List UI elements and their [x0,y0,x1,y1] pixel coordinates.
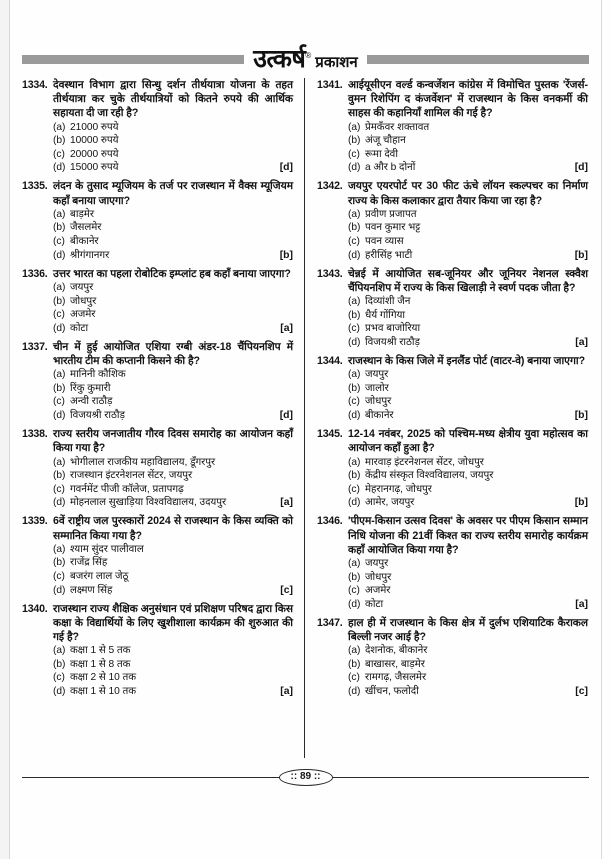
option-text: अजमेर [70,309,96,321]
option-key: (c) [348,483,360,495]
question-number: 1347. [317,616,343,629]
answer-key: [a] [280,322,293,334]
question-block [22,78,293,175]
option-key: (d) [53,162,66,174]
option-text: रामगढ़, जैसलमेर [365,672,427,684]
option-row[interactable] [348,336,588,350]
question-number: 1335. [22,180,48,193]
option-text: अंजू चौहान [365,135,406,147]
option-row[interactable] [53,556,293,570]
option-text: मोहनलाल सुखाड़िया विश्वविद्यालय, उदयपुर [70,497,227,509]
question-number: 1338. [22,428,48,441]
option-text: रिंकु कुमारी [70,382,111,394]
option-text: खींचन, फलोदी [365,686,419,698]
question-text: चेन्नई में आयोजित सब-जूनियर और जूनियर नेशनल स्क्वैश चैंपियनशिप में राज्य के किस खिलाड़ी ने स्वर्ण पदक जीता है? [348,267,588,294]
option-row[interactable] [53,148,293,162]
question-number: 1343. [317,267,343,280]
option-text: जोधपुर [365,571,392,583]
option-key: (d) [348,686,361,698]
question-number: 1336. [22,267,48,280]
option-text: श्रीगंगानगर [70,249,110,261]
publisher-subtitle: प्रकाशन [315,54,358,71]
option-text: जयपुर [365,369,389,381]
option-text: विजयश्री राठौड़ [365,336,420,348]
question-number: 1339. [22,515,48,528]
option-row[interactable] [53,469,293,483]
option-row[interactable] [53,221,293,235]
question-block [22,340,293,423]
option-list [317,644,588,698]
question-header [317,179,588,207]
option-row[interactable] [53,395,293,409]
question-number: 1342. [317,180,343,193]
option-text: प्रभव बाजोरिया [365,323,421,335]
option-key: (b) [53,658,66,670]
question-header [317,514,588,557]
option-key: (d) [53,322,66,334]
question-block [317,514,588,611]
question-block [317,354,588,423]
option-row[interactable] [348,382,588,396]
option-row[interactable] [348,322,588,336]
option-row[interactable] [348,295,588,309]
option-text: श्याम सुंदर पालीवाल [70,543,144,555]
answer-key: [a] [575,336,588,348]
option-key: (d) [348,162,361,174]
question-text: 12-14 नवंबर, 2025 को पश्चिम-मध्य क्षेत्रीय युवा महोत्सव का आयोजन कहाँ हुआ है? [348,428,588,455]
option-row[interactable] [348,235,588,249]
option-list [22,121,293,175]
option-list [317,208,588,262]
publisher-logo [253,47,357,72]
option-row[interactable] [53,685,293,699]
footer-rule-left [22,777,280,778]
option-key: (b) [348,571,361,583]
option-key: (d) [53,497,66,509]
option-row[interactable] [348,368,588,382]
answer-key: [d] [279,410,293,422]
option-key: (c) [53,148,65,160]
option-row[interactable] [348,221,588,235]
option-row[interactable] [348,161,588,175]
option-row[interactable] [348,395,588,409]
option-row[interactable] [348,309,588,323]
question-header [22,267,293,281]
question-header [317,78,588,121]
option-row[interactable] [348,685,588,699]
option-key: (c) [348,672,360,684]
option-text: प्रवीण प्रजापत [365,208,417,220]
question-number: 1344. [317,355,343,368]
option-row[interactable] [348,496,588,510]
option-key: (a) [348,208,361,220]
option-row[interactable] [348,249,588,263]
option-text: मेहरानगढ़, जोधपुर [365,483,432,495]
option-text: जोधपुर [365,396,392,408]
page-right-edge-line [601,0,602,859]
option-key: (a) [53,281,66,293]
page-footer [22,766,589,788]
option-text: धैर्य गोंगिया [365,309,405,321]
answer-key: [d] [279,162,293,174]
option-row[interactable] [53,121,293,135]
option-text: कक्षा 2 से 10 तक [70,672,137,684]
option-row[interactable] [53,281,293,295]
option-key: (a) [348,121,361,133]
option-row[interactable] [53,161,293,175]
option-key: (a) [53,645,66,657]
option-key: (a) [53,208,66,220]
option-row[interactable] [53,671,293,685]
option-text: 20000 रुपये [70,148,119,160]
publisher-name: उत्कर्ष [253,45,306,73]
option-text: रूमा देवी [365,148,398,160]
question-header [22,427,293,455]
question-text: हाल ही में राजस्थान के किस क्षेत्र में दुर्लभ एशियाटिक कैराकल बिल्ली नजर आई है? [348,616,588,644]
option-row[interactable] [348,557,588,571]
option-text: पवन व्यास [365,236,404,248]
page-left-edge-line [9,0,10,859]
option-row[interactable] [348,598,588,612]
question-header [317,427,588,455]
option-row[interactable] [53,134,293,148]
option-key: (d) [348,410,361,422]
option-text: राजेंद्र सिंह [70,557,108,569]
option-text: लक्ष्मण सिंह [70,584,113,596]
question-block [22,602,293,699]
option-key: (b) [53,382,66,394]
option-text: आमेर, जयपुर [365,497,415,509]
question-number: 1341. [317,79,343,91]
option-key: (a) [53,369,66,381]
option-text: बाड़मेर [70,208,94,220]
option-row[interactable] [53,235,293,249]
option-key: (c) [53,236,65,248]
option-key: (c) [53,309,65,321]
option-list [317,295,588,349]
page-gutter [0,0,9,859]
option-text: 15000 रुपये [70,162,119,174]
option-row[interactable] [53,295,293,309]
option-row[interactable] [348,148,588,162]
option-text: जैसलमेर [70,222,102,234]
option-list [317,121,588,175]
option-list [22,281,293,335]
question-block [22,514,293,597]
option-key: (d) [348,249,361,261]
option-list [22,644,293,698]
option-row[interactable] [348,571,588,585]
question-number: 1346. [317,515,343,528]
question-text: राजस्थान राज्य शैक्षिक अनुसंधान एवं प्रशिक्षण परिषद द्वारा किस कक्षा के विद्यार्थियों के लिए खुशीशाला कार्यक्रम की शुरुआत की गई है? [53,602,293,644]
option-key: (c) [53,483,65,495]
question-number: 1340. [22,602,48,615]
question-block [317,616,588,699]
right-column [305,78,588,758]
option-key: (c) [348,323,360,335]
option-text: मारवाड़ इंटरनेशनल सेंटर, जोधपुर [365,456,484,468]
option-key: (b) [53,557,66,569]
answer-key: [a] [280,497,293,509]
option-text: प्रेमकँवर शक्तावत [365,121,430,133]
answer-key: [b] [574,249,588,261]
option-key: (a) [348,645,361,657]
option-key: (b) [53,222,66,234]
question-header [22,78,293,121]
registered-trademark-icon: ® [305,50,312,60]
option-key: (c) [53,396,65,408]
question-number: 1345. [317,428,343,441]
option-text: गवर्नमेंट पीजी कॉलेज, प्रतापगढ़ [70,483,184,495]
option-key: (d) [53,410,66,422]
option-key: (c) [53,672,65,684]
option-key: (d) [348,336,361,348]
answer-key: [b] [279,249,293,261]
question-header [22,340,293,368]
option-list [317,368,588,422]
option-text: पवन कुमार भट्ट [365,222,421,234]
masthead-rule-right [367,55,589,64]
question-text: 'पीएम-किसान उत्सव दिवस' के अवसर पर पीएम किसान सम्मान निधि योजना की 21वीं किश्त का राज्य स्तरीय समारोह कार्यक्रम कहाँ आयोजित किया गया है? [348,515,588,556]
option-key: (b) [348,382,361,394]
option-key: (a) [348,296,361,308]
option-list [317,456,588,510]
option-row[interactable] [348,134,588,148]
option-row[interactable] [53,644,293,658]
option-row[interactable] [53,456,293,470]
option-key: (c) [348,148,360,160]
option-row[interactable] [53,483,293,497]
question-text: चीन में हुई आयोजित एशिया रग्बी अंडर-18 चैंपियनशिप में भारतीय टीम की कप्तानी किसने की है? [53,340,293,368]
question-columns [22,78,589,758]
question-text: आईयूसीएन वर्ल्ड कन्वर्जेशन कांग्रेस में विमोचित पुस्तक 'रेंजर्स- वुमन रिशेपिंग द कंजर्वेशन' में राजस्थान के किस वनकर्मी की साहस की कहानियाँ शामिल की गई है? [348,79,588,120]
question-text: देवस्थान विभाग द्वारा सिन्धु दर्शन तीर्थयात्रा योजना के तहत तीर्थयात्रा कर चुके तीर्थयात्रियों को कितने रुपये की आर्थिक सहायता दी जा रही है? [53,79,293,120]
answer-key: [b] [574,410,588,422]
option-text: जयपुर [70,281,94,293]
option-key: (b) [348,470,361,482]
option-key: (d) [53,584,66,596]
question-header [317,354,588,368]
option-list [22,543,293,597]
option-text: जोधपुर [70,295,97,307]
option-key: (c) [348,585,360,597]
question-header [317,616,588,644]
option-text: केंद्रीय संस्कृत विश्वविद्यालय, जयपुर [365,470,494,482]
question-text: 6वें राष्ट्रीय जल पुरस्कारों 2024 से राजस्थान के किस व्यक्ति को सम्मानित किया गया है? [53,515,293,542]
option-row[interactable] [348,671,588,685]
footer-rule-right [332,777,590,778]
option-key: (c) [348,236,360,248]
answer-key: [d] [574,162,588,174]
masthead-rule-left [22,55,244,64]
answer-key: [c] [575,686,588,698]
option-row[interactable] [348,483,588,497]
answer-key: [b] [574,497,588,509]
option-key: (d) [53,686,66,698]
question-block [317,267,588,350]
question-block [22,427,293,510]
page-number: :: 89 :: [279,769,333,786]
option-key: (b) [348,658,361,670]
option-text: बजरंग लाल जेठू [70,571,129,582]
option-text: राजस्थान इंटरनेशनल सेंटर, जयपुर [70,470,193,482]
option-text: a और b दोनों [365,162,416,174]
option-key: (b) [348,135,361,147]
question-block [22,267,293,336]
option-text: कोटा [70,322,89,334]
option-row[interactable] [53,308,293,322]
option-text: देशनोक, बीकानेर [365,645,428,657]
question-text: राज्य स्तरीय जनजातीय गौरव दिवस समारोह का आयोजन कहाँ किया गया है? [53,428,293,455]
option-text: अजमेर [365,585,391,597]
option-row[interactable] [348,456,588,470]
option-text: कक्षा 1 से 10 तक [70,686,137,698]
option-row[interactable] [348,121,588,135]
option-row[interactable] [348,208,588,222]
option-key: (d) [348,497,361,509]
option-text: मानिनी कौशिक [70,369,126,381]
option-key: (b) [53,135,66,147]
question-text: जयपुर एयरपोर्ट पर 30 फीट ऊंचे लॉयन स्कल्पचर का निर्माण राज्य के किस कलाकार द्वारा तैयार किया जा रहा है? [348,180,588,207]
question-header [22,179,293,207]
option-row[interactable] [53,584,293,598]
option-key: (b) [348,309,361,321]
option-text: अन्वी राठौड़ [70,396,113,408]
option-key: (a) [53,543,66,555]
option-list [22,368,293,422]
question-block [317,427,588,510]
option-key: (b) [53,295,66,307]
question-header [317,267,588,295]
option-row[interactable] [53,249,293,263]
question-text: उत्तर भारत का पहला रोबोटिक इम्प्लांट हब कहाँ बनाया जाएगा? [53,267,291,280]
option-key: (c) [348,396,360,408]
option-text: बाखासर, बाड़मेर [365,658,425,670]
option-row[interactable] [53,543,293,557]
option-key: (a) [348,558,361,570]
answer-key: [a] [280,686,293,698]
option-row[interactable] [53,368,293,382]
question-header [22,514,293,542]
option-row[interactable] [53,382,293,396]
option-key: (a) [348,456,361,468]
option-text: 10000 रुपये [70,135,119,147]
answer-key: [a] [575,598,588,610]
option-list [22,456,293,510]
option-key: (a) [348,369,361,381]
question-block [317,179,588,262]
question-number: 1334. [22,79,48,91]
option-text: 21000 रुपये [70,121,119,133]
option-row[interactable] [53,322,293,336]
option-key: (d) [53,249,66,261]
option-row[interactable] [53,208,293,222]
option-key: (a) [53,121,66,133]
answer-key: [c] [280,584,293,596]
question-block [317,78,588,175]
question-number: 1337. [22,340,48,353]
option-row[interactable] [348,584,588,598]
option-text: जयपुर [365,558,389,570]
masthead [22,44,589,74]
option-text: कक्षा 1 से 5 तक [70,645,131,657]
option-text: कक्षा 1 से 8 तक [70,658,131,670]
option-row[interactable] [53,570,293,584]
option-row[interactable] [53,658,293,672]
option-text: दिव्यांशी जैन [365,296,411,308]
option-row[interactable] [348,658,588,672]
option-list [22,208,293,262]
option-row[interactable] [348,644,588,658]
option-list [317,557,588,611]
option-text: हरीसिंह भाटी [365,249,413,261]
question-text: लंदन के तुसाद म्यूजियम के तर्ज पर राजस्थान में वैक्स म्यूजियम कहाँ बनाया जाएगा? [53,180,293,207]
option-text: कोटा [365,598,384,610]
question-block [22,179,293,262]
option-key: (b) [53,470,66,482]
option-key: (d) [348,598,361,610]
option-key: (c) [53,571,65,582]
option-text: बीकानेर [365,410,394,422]
option-row[interactable] [348,469,588,483]
question-header [22,602,293,645]
option-key: (b) [348,222,361,234]
option-text: बीकानेर [70,236,99,248]
option-row[interactable] [53,409,293,423]
option-row[interactable] [348,409,588,423]
option-text: भोगीलाल राजकीय महाविद्यालय, डूँगरपुर [70,456,216,468]
option-text: जालोर [365,382,389,394]
option-row[interactable] [53,496,293,510]
left-column [22,78,305,758]
option-text: विजयश्री राठौड़ [70,410,125,422]
question-text: राजस्थान के किस जिले में इनलैंड पोर्ट (वाटर-वे) बनाया जाएगा? [348,355,586,368]
option-key: (a) [53,456,66,468]
